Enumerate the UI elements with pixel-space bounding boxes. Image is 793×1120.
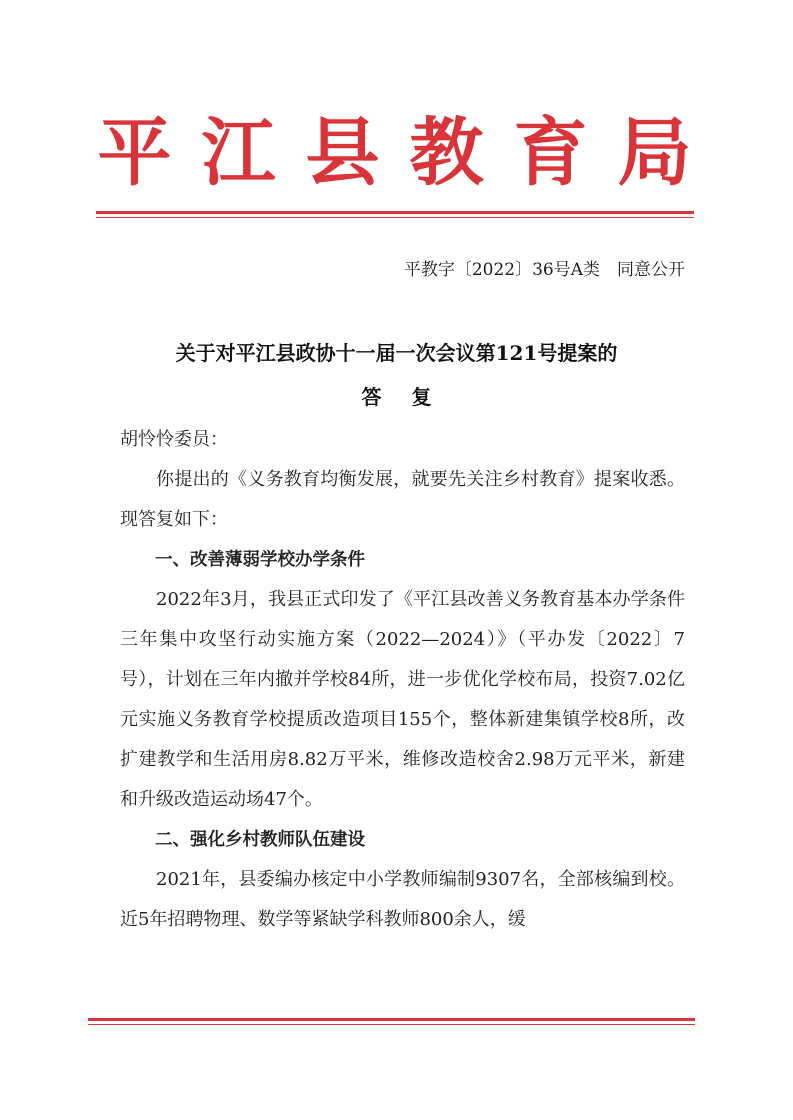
masthead-divider-thick — [96, 211, 694, 214]
document-title-line-2: 答复 — [361, 385, 462, 409]
masthead-divider-thin — [96, 217, 694, 218]
document-body — [120, 420, 685, 940]
masthead-title: 平江县教育局 — [97, 110, 722, 196]
document-title-line-1: 关于对平江县政协十一届一次会议第121号提案的 — [175, 341, 618, 365]
document-number: 平教字〔2022〕36号A类 同意公开 — [403, 260, 685, 280]
paragraph-section-1: 2022年3月，我县正式印发了《平江县改善义务教育基本办学条件三年集中攻坚行动实施方案（2022—2024）》（平办发〔2022〕7号），计划在三年内撤并学校84所，进一步优化学校布局，投资7.02亿元实施义务教育学校提质改造项目155个，整体新建集镇学校8所，改扩建教学和生活用房8.82万平米，维修改造校舍2.98万元平米，新建和升级改造运动场47个。 — [120, 589, 685, 810]
section-heading-2: 二、强化乡村教师队伍建设 — [155, 830, 365, 850]
salutation: 胡怜怜委员： — [120, 429, 228, 450]
footer-divider-thin — [88, 1024, 695, 1025]
section-heading-1: 一、改善薄弱学校办学条件 — [155, 550, 365, 570]
footer-divider-thick — [88, 1018, 695, 1021]
paragraph-intro: 你提出的《义务教育均衡发展，就要先关注乡村教育》提案收悉。现答复如下： — [120, 469, 685, 530]
paragraph-section-2: 2021年，县委编办核定中小学教师编制9307名，全部核编到校。近5年招聘物理、数学等紧缺学科教师800余人，缓 — [120, 869, 685, 930]
